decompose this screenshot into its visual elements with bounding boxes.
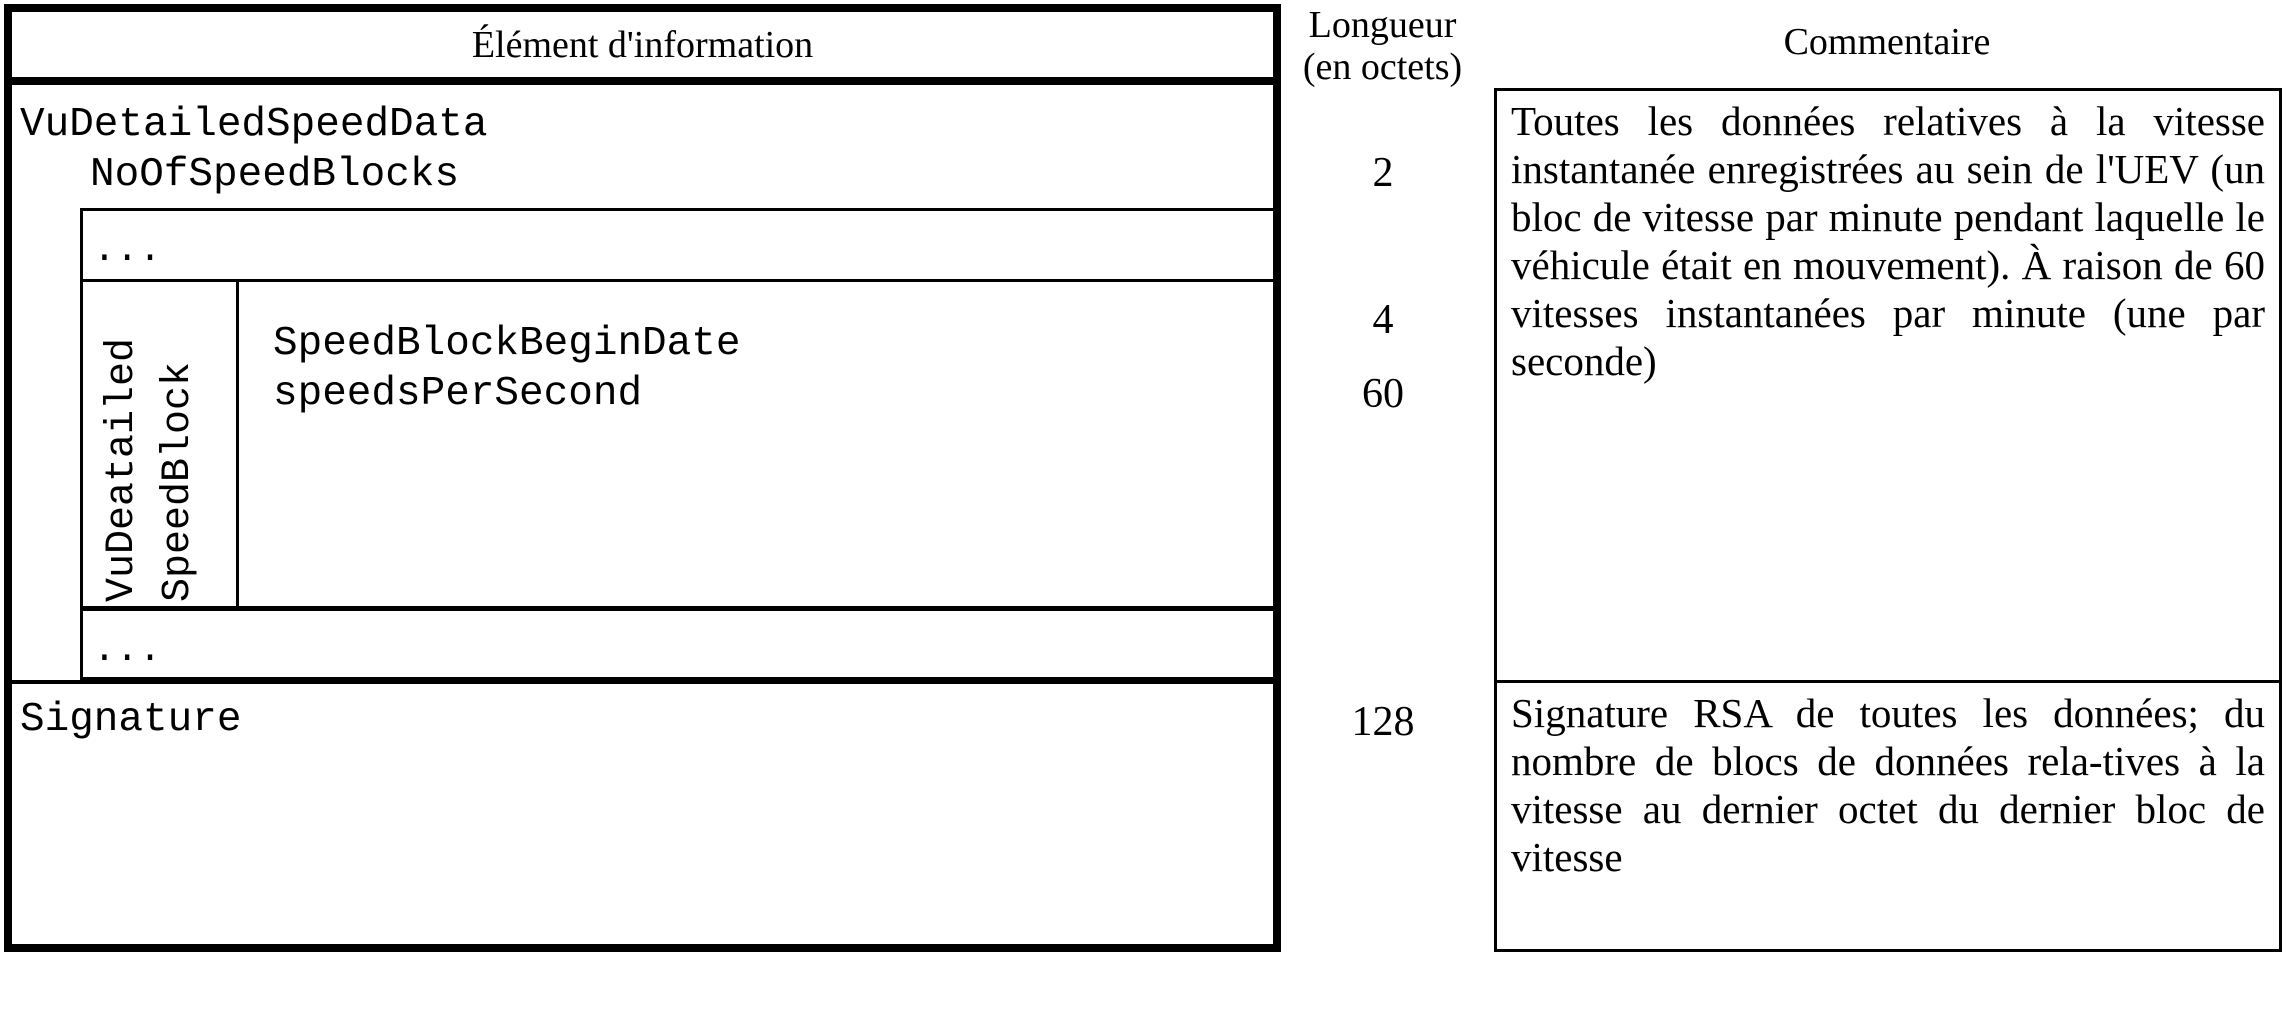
element-header-cell xyxy=(4,4,1281,85)
length-no-of-blocks: 2 xyxy=(1372,150,1394,196)
comment-signature: Signature RSA de toutes les données; du nombre de blocs de données rela-tives à la vitesse au dernier octet du dernier bloc de vitesse xyxy=(1494,680,2282,952)
element-header: Élément d'information xyxy=(471,23,814,66)
ellipsis-top-cell xyxy=(80,208,1277,282)
length-begin-date: 4 xyxy=(1372,297,1394,343)
ellipsis-bottom-cell xyxy=(80,608,1277,680)
speed-block-divider xyxy=(236,282,239,606)
ellipsis-bottom: ... xyxy=(93,629,162,672)
row-separator xyxy=(8,680,1277,684)
length-signature: 128 xyxy=(1351,699,1415,745)
speeds-per-second: speedsPerSecond xyxy=(273,371,643,417)
comment-speed-data: Toutes les données relatives à la vitesse instantanée enregistrées au sein de l'UEV (un bloc de vitesse par minute pendant laquelle le véhicule était en mouvement). À raison de 60 vitesses instantanées par minute (une par seconde) xyxy=(1494,88,2282,683)
comment-header: Commentaire xyxy=(1783,21,1991,63)
length-header: Longueur (en octets) xyxy=(1302,4,1463,88)
ellipsis-top: ... xyxy=(93,229,162,272)
signature-row: Signature xyxy=(20,697,242,743)
no-of-speed-blocks: NoOfSpeedBlocks xyxy=(90,152,460,198)
speed-block-cell xyxy=(80,282,1277,609)
length-speeds: 60 xyxy=(1362,371,1404,417)
speed-block-begin-date: SpeedBlockBeginDate xyxy=(273,321,741,367)
vu-detailed-speed-data: VuDetailedSpeedData xyxy=(20,102,488,148)
speed-block-label: VuDeatailed SpeedBlock xyxy=(100,337,201,602)
